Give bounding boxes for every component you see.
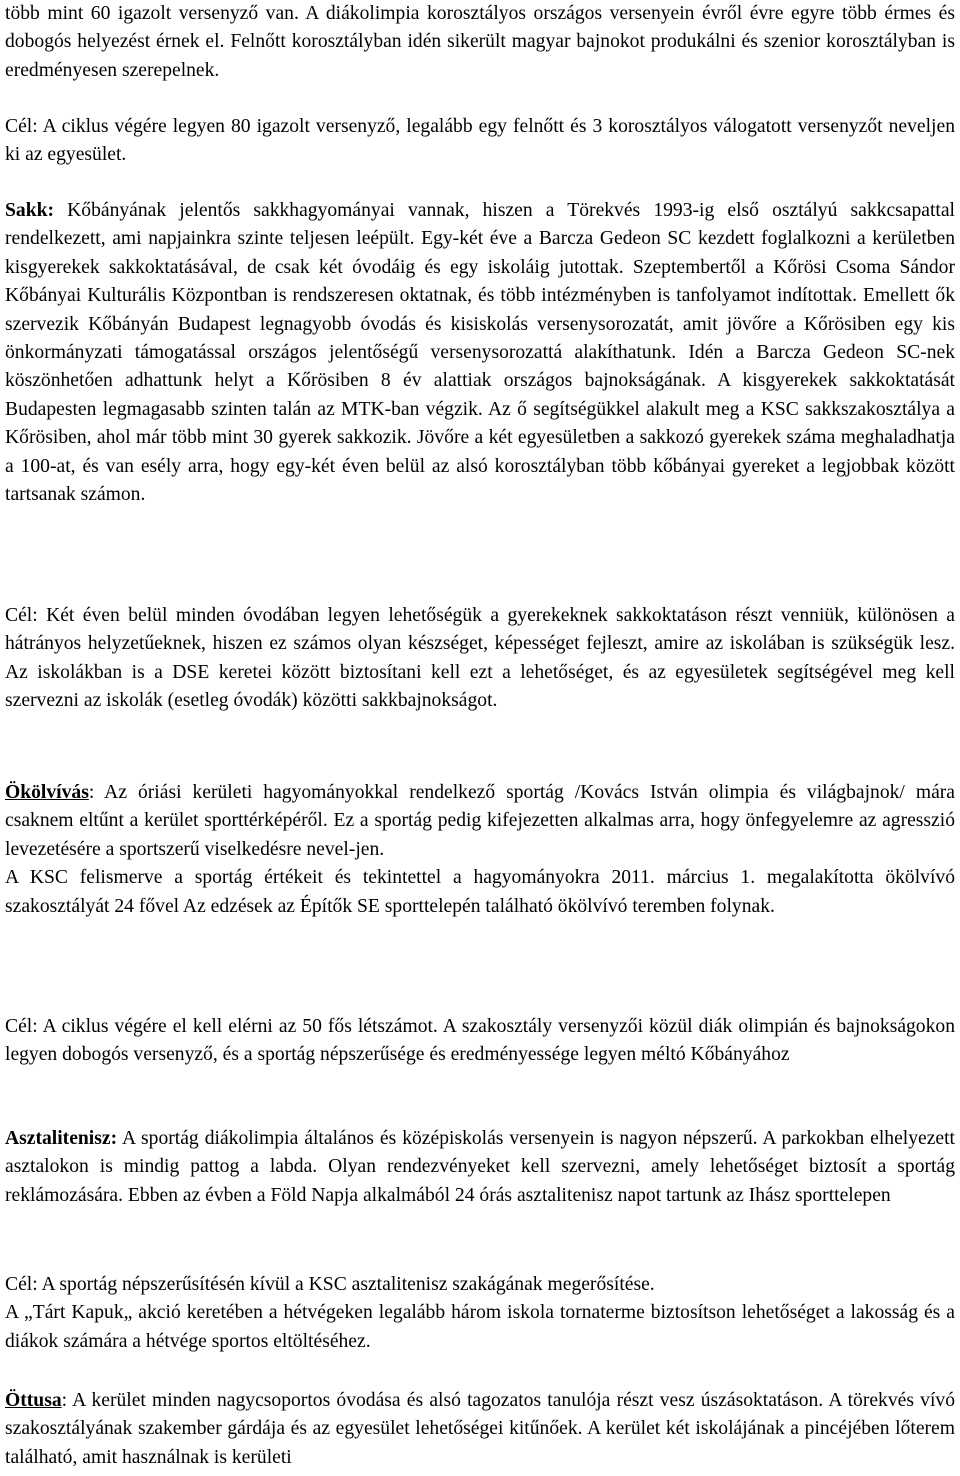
- paragraph-chess-goal-text: Cél: Két éven belül minden óvodában legyen lehetőségük a gyerekeknek sakkoktatáson részt venniük, különösen a hátrányos helyzetűeknek, hiszen ez számos olyan készséget, képességet fejleszt, amire az iskolában is szükségük lesz. Az iskolákban is a DSE keretei között biztosítani kell ezt a lehetőséget, és az egyesületek segítségével meg kell szervezni az iskolák (esetleg óvodák) közötti sakkbajnokságot.: [5, 605, 955, 712]
- paragraph-chess: [5, 197, 955, 509]
- paragraph-chess-goal: [5, 602, 955, 716]
- boxing-heading: Ökölvívás: [5, 782, 89, 803]
- chess-heading: Sakk:: [5, 200, 55, 221]
- paragraph-boxing: [5, 779, 955, 864]
- paragraph-goal-1-text: Cél: A ciklus végére legyen 80 igazolt versenyző, legalább egy felnőtt és 3 korosztályos válogatott versenyzőt neveljen ki az egyesület.: [5, 116, 955, 166]
- paragraph-boxing-goal-text: Cél: A ciklus végére el kell elérni az 50 fős létszámot. A szakosztály versenyzői közül diák olimpián és bajnokságokon legyen dobogós versenyző, és a sportág népszerűsége és eredményessége legyen méltó Kőbányához: [5, 1016, 955, 1066]
- paragraph-intro: [5, 0, 955, 85]
- section-boxing: [5, 779, 955, 921]
- paragraph-table-tennis: [5, 1125, 955, 1210]
- paragraph-table-tennis-goal-text: Cél: A sportág népszerűsítésén kívül a KSC asztalitenisz szakágának megerősítése.: [5, 1274, 655, 1295]
- paragraph-boxing-2: A KSC felismerve a sportág értékeit és tekintettel a hagyományokra 2011. március 1. megalakította ökölvívó szakosztályát 24 fővel Az edzések az Építők SE sporttelepén található ökölvívó teremben folynak.: [5, 867, 955, 917]
- section-chess: [5, 197, 955, 509]
- paragraph-fencing: [5, 1387, 955, 1472]
- chess-text: Kőbányának jelentős sakkhagyományai vannak, hiszen a Törekvés 1993-ig első osztályú sakkcsapattal rendelkezett, ami napjainkra szinte teljesen leépült. Egy-két éve a Barcza Gedeon SC kezdett foglalkozni a kerületben kisgyerekek sakkoktatásával, de csak két óvodáig és egy iskoláig jutottak. Szeptembertől a Kőrösi Csoma Sándor Kőbányai Kulturális Központban is rendszeresen oktatnak, és több intézményben is tanfolyamot indítottak. Emellett ők szervezik Kőbányán Budapest legnagyobb óvodás és kisiskolás versenysorozatát, amit jövőre a Kőrösiben egy kis önkormányzati támogatással országos jelentőségű versenysorozattá alakíthatunk. Idén a Barcza Gedeon SC-nek köszönhetően adhattunk helyt a Kőrösiben 8 év alattiak országos bajnokságának. A kisgyerekek sakkoktatását Budapesten legmagasabb szinten talán az MTK-ban végzik. Az ő segítségükkel alakult meg a KSC sakkszakosztálya a Kőrösiben, ahol már több mint 30 gyerek sakkozik. Jövőre a két egyesületben a sakkozó gyerekek száma meghaladhatja a 100-at, és van esély arra, hogy egy-két éven belül az alsó korosztályban több kőbányai gyereket a legjobbak között tartsanak számon.: [5, 200, 955, 506]
- fencing-text: : A kerület minden nagycsoportos óvodása és alsó tagozatos tanulója részt vesz úszásoktatáson. A törekvés vívó szakosztályának szakember gárdája és az egyesület lehetőségei kitűnőek. A kerület két iskolájának a pincéjében lőterem található, amit használnak is kerületi: [5, 1390, 955, 1468]
- table-tennis-text: A sportág diákolimpia általános és középiskolás versenyein is nagyon népszerű. A parkokban elhelyezett asztalokon is mindig pattog a labda. Olyan rendezvényeket kell szervezni, amely lehetőséget biztosít a sportág reklámozására. Ebben az évben a Föld Napja alkalmából 24 órás asztalitenisz napot tartunk az Ihász sporttelepen: [5, 1128, 955, 1206]
- section-table-tennis: [5, 1125, 955, 1210]
- section-fencing: [5, 1387, 955, 1472]
- paragraph-boxing-goal: [5, 1013, 955, 1070]
- paragraph-goal-1: [5, 113, 955, 170]
- paragraph-table-tennis-goal: [5, 1271, 955, 1356]
- fencing-heading: Öttusa: [5, 1390, 62, 1411]
- paragraph-table-tennis-goal-text-2: A „Tárt Kapuk„ akció keretében a hétvégeken legalább három iskola tornaterme biztosítson lehetőséget a lakosság és a diákok számára a hétvége sportos eltöltéséhez.: [5, 1302, 955, 1352]
- paragraph-intro-text: több mint 60 igazolt versenyző van. A diákolimpia korosztályos országos versenyein évről évre egyre több érmes és dobogós helyezést érnek el. Felnőtt korosztályban idén sikerült magyar bajnokot produkálni és szenior korosztályban is eredményesen szerepelnek.: [5, 3, 955, 81]
- boxing-text: : Az óriási kerületi hagyományokkal rendelkező sportág /Kovács István olimpia és világbajnok/ mára csaknem eltűnt a kerület sporttérképéről. Ez a sportág pedig kifejezetten alkalmas arra, hogy önfegyelemre az agresszió levezetésére a sportszerű viselkedésre nevel-jen.: [5, 782, 955, 860]
- table-tennis-heading: Asztalitenisz:: [5, 1128, 118, 1149]
